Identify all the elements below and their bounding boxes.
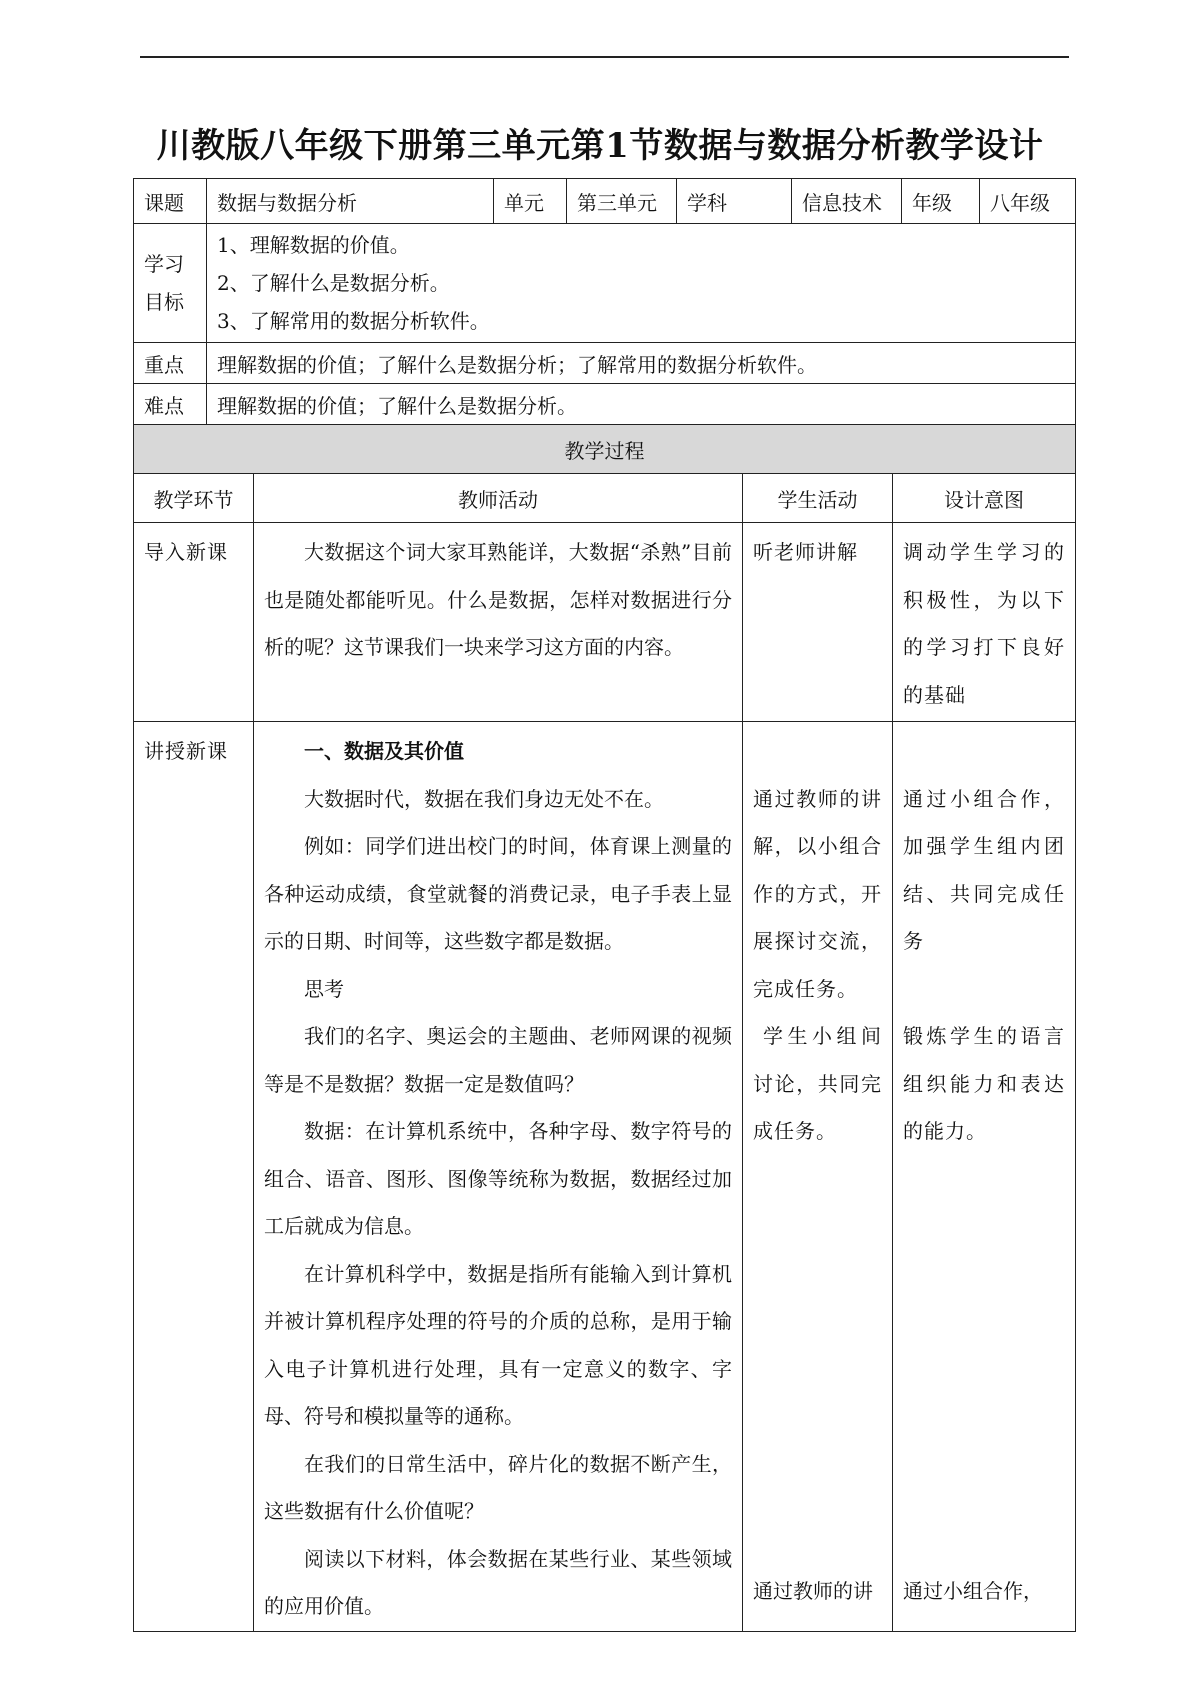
column-header-intent: 设计意图 [893, 474, 1076, 523]
info-row-difficulties [134, 384, 1076, 425]
student-activity-2: 学生小组间讨论，共同完成任务。 [753, 1024, 882, 1143]
intro-intent [893, 523, 1076, 722]
column-header-stage: 教学环节 [134, 474, 254, 523]
goal-item: 3、了解常用的数据分析软件。 [217, 309, 490, 333]
teacher-paragraph: 例如：同学们进出校门的时间，体育课上测量的各种运动成绩，食堂就餐的消费记录，电子手表上显示的日期、时间等，这些数字都是数据。 [264, 834, 732, 953]
column-header-teacher: 教师活动 [254, 474, 743, 523]
teacher-paragraph: 数据：在计算机系统中，各种字母、数字符号的组合、语音、图形、图像等统称为数据，数据经过加工后就成为信息。 [264, 1119, 732, 1238]
header-rule [140, 56, 1069, 58]
teacher-paragraph: 阅读以下材料，体会数据在某些行业、某些领域的应用价值。 [264, 1546, 732, 1618]
process-header: 教学过程 [134, 425, 1076, 474]
teacher-paragraph: 我们的名字、奥运会的主题曲、老师网课的视频等是不是数据？数据一定是数值吗？ [264, 1024, 732, 1096]
intro-stage [134, 523, 254, 722]
lecture-stage [134, 722, 254, 1632]
spacer [903, 966, 1065, 1014]
teacher-paragraph: 大数据时代，数据在我们身边无处不在。 [304, 786, 664, 811]
teacher-paragraph: 在我们的日常生活中，碎片化的数据不断产生，这些数据有什么价值呢？ [264, 1451, 732, 1523]
difficulty-value: 理解数据的价值；了解什么是数据分析。 [207, 384, 1076, 425]
lecture-row [134, 722, 1076, 1632]
intro-teacher-text: 大数据这个词大家耳熟能详，大数据“杀熟”目前也是随处都能听见。什么是数据，怎样对数据进行分析的呢？这节课我们一块来学习这方面的内容。 [264, 540, 732, 659]
lecture-student-column [753, 728, 882, 1621]
lesson-info-table [133, 178, 1076, 425]
teacher-paragraph: 思考 [304, 976, 344, 1001]
intro-row [134, 523, 1076, 722]
intent-2: 锻炼学生的语言组织能力和表达的能力。 [903, 1024, 1065, 1143]
goals-list [207, 224, 1076, 343]
difficulty-label: 难点 [134, 384, 207, 425]
goals-label-line-2: 目标 [144, 290, 184, 314]
lecture-intent-column [903, 728, 1065, 1621]
goal-item: 1、理解数据的价值。 [217, 233, 410, 257]
section-heading: 一、数据及其价值 [304, 739, 464, 763]
intro-intent-text: 调动学生学习的积极性，为以下的学习打下良好的基础 [903, 540, 1065, 707]
grade-label: 年级 [902, 179, 980, 224]
info-row-goals [134, 224, 1076, 343]
intent-1: 通过小组合作，加强学生组内团结、共同完成任务 [903, 786, 1065, 953]
key-label: 重点 [134, 343, 207, 384]
unit-value: 第三单元 [567, 179, 677, 224]
goals-label-line-1: 学习 [144, 252, 184, 276]
intent-3: 通过小组合作， [903, 1578, 1043, 1603]
column-header-row [134, 474, 1076, 523]
unit-label: 单元 [494, 179, 567, 224]
spacer [753, 728, 882, 776]
subject-label: 学科 [677, 179, 792, 224]
goals-label [134, 224, 207, 343]
student-activity-1: 通过教师的讲解，以小组合作的方式，开展探讨交流，完成任务。 [753, 786, 882, 1001]
student-activity-3: 通过教师的讲 [753, 1578, 873, 1603]
intro-teacher [254, 523, 743, 722]
column-header-student: 学生活动 [743, 474, 893, 523]
process-header-row [134, 425, 1076, 474]
spacer [903, 728, 1065, 776]
intro-student-text: 听老师讲解 [753, 540, 858, 564]
grade-value: 八年级 [980, 179, 1076, 224]
teacher-paragraph: 在计算机科学中，数据是指所有能输入到计算机并被计算机程序处理的符号的介质的总称，是用于输入电子计算机进行处理，具有一定意义的数字、字母、符号和模拟量等的通称。 [264, 1261, 732, 1428]
intro-stage-text: 导入新课 [144, 540, 228, 564]
intro-student [743, 523, 893, 722]
key-value: 理解数据的价值；了解什么是数据分析；了解常用的数据分析软件。 [207, 343, 1076, 384]
info-row-key-points [134, 343, 1076, 384]
teaching-process-table [133, 424, 1076, 1632]
subject-value: 信息技术 [792, 179, 902, 224]
lecture-student [743, 722, 893, 1632]
topic-value: 数据与数据分析 [207, 179, 494, 224]
lecture-intent [893, 722, 1076, 1632]
info-row-basic [134, 179, 1076, 224]
topic-label: 课题 [134, 179, 207, 224]
document-title: 川教版八年级下册第三单元第1节数据与数据分析教学设计 [156, 126, 1044, 166]
lecture-teacher [254, 722, 743, 1632]
lecture-stage-text: 讲授新课 [144, 739, 228, 763]
goal-item: 2、了解什么是数据分析。 [217, 271, 450, 295]
